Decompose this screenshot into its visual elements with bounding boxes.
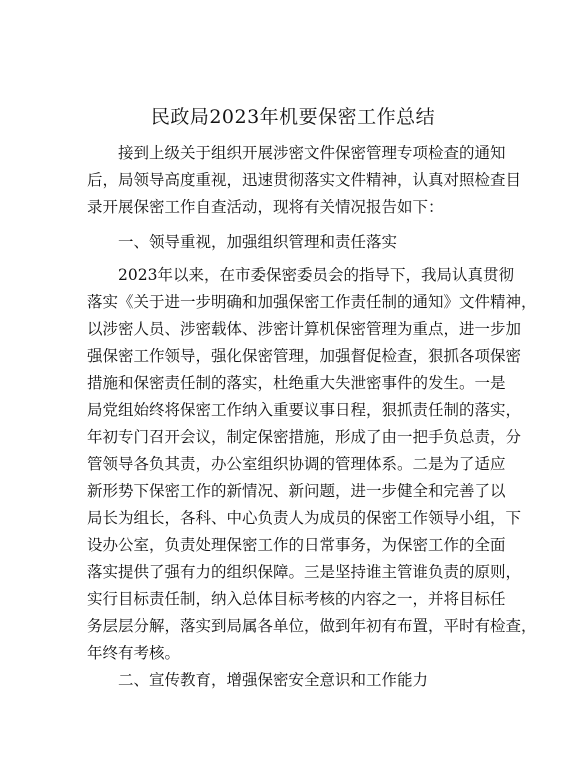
paragraph-line: 局长为组长，各科、中心负责人为成员的保密工作领导小组，下	[87, 509, 522, 527]
paragraph-line: 强保密工作领导，强化保密管理，加强督促检查，狠抓各项保密	[87, 347, 522, 365]
paragraph-line: 后，局领导高度重视，迅速贯彻落实文件精神，认真对照检查目	[87, 171, 522, 189]
paragraph-line: 管领导各负其责，办公室组织协调的管理体系。二是为了适应	[87, 455, 506, 473]
paragraph-line: 年初专门召开会议，制定保密措施，形成了由一把手负总责，分	[87, 428, 522, 446]
document-title: 民政局2023年机要保密工作总结	[150, 106, 436, 128]
paragraph-line: 落实《关于进一步明确和加强保密工作责任制的通知》文件精神，	[87, 293, 537, 311]
paragraph-line: 措施和保密责任制的落实，杜绝重大失泄密事件的发生。一是	[87, 374, 506, 392]
paragraph-line: 接到上级关于组织开展涉密文件保密管理专项检查的通知	[118, 144, 506, 162]
paragraph-line: 务层层分解，落实到局属各单位，做到年初有布置，平时有检查，	[87, 617, 537, 635]
paragraph-line: 以涉密人员、涉密载体、涉密计算机保密管理为重点，进一步加	[87, 320, 522, 338]
paragraph-line: 局党组始终将保密工作纳入重要议事日程，狠抓责任制的落实，	[87, 401, 522, 419]
section-heading: 一、领导重视，加强组织管理和责任落实	[118, 233, 398, 251]
paragraph-line: 年终有考核。	[87, 644, 181, 662]
paragraph-line: 新形势下保密工作的新情况、新问题，进一步健全和完善了以	[87, 482, 506, 500]
paragraph-line: 2023年以来，在市委保密委员会的指导下，我局认真贯彻	[118, 266, 514, 284]
paragraph-line: 设办公室，负责处理保密工作的日常事务，为保密工作的全面	[87, 536, 506, 554]
paragraph-line: 录开展保密工作自查活动，现将有关情况报告如下：	[87, 198, 444, 216]
paragraph-line: 实行目标责任制，纳入总体目标考核的内容之一，并将目标任	[87, 590, 506, 608]
section-heading: 二、宣传教育，增强保密安全意识和工作能力	[118, 671, 429, 689]
paragraph-line: 落实提供了强有力的组织保障。三是坚持谁主管谁负责的原则，	[87, 563, 522, 581]
